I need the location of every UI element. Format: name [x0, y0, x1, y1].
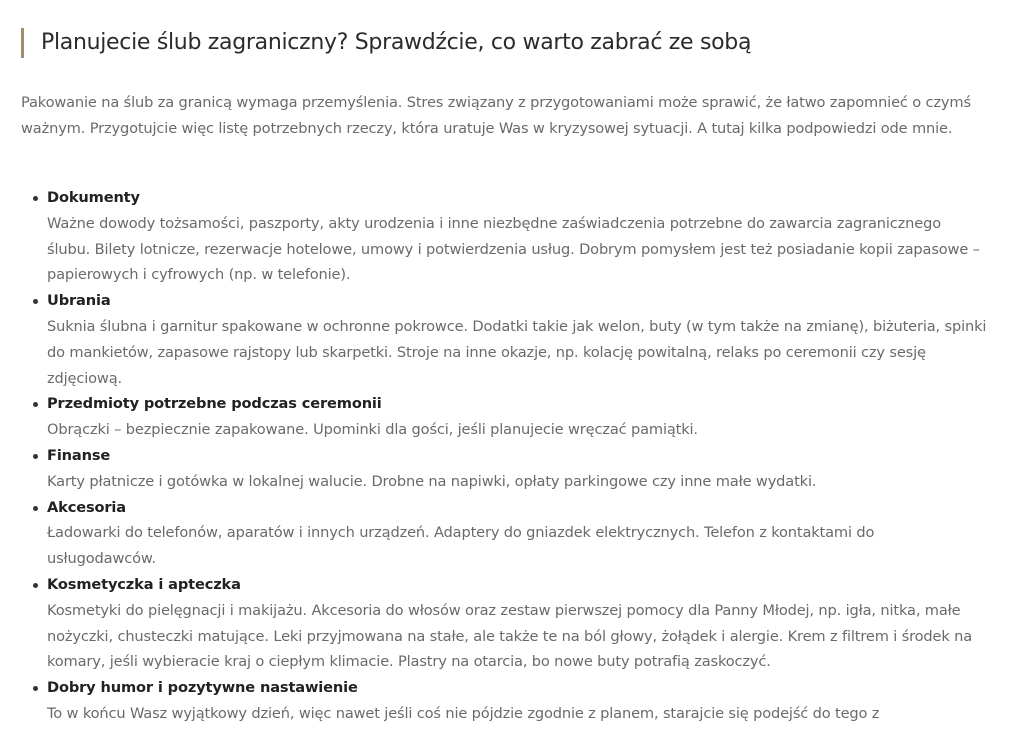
item-title: Dobry humor i pozytywne nastawienie [47, 679, 358, 697]
item-title: Akcesoria [47, 498, 126, 516]
intro-paragraph: Pakowanie na ślub za granicą wymaga przemyślenia. Stres związany z przygotowaniami może sprawić, że łatwo zapomnieć o czymś ważnym. Przygotujcie więc listę potrzebnych rzeczy, która uratuje Was w kryzysowej sytuacji. A tutaj kilka podpowiedzi ode mnie. [21, 94, 971, 137]
item-text: Kosmetyki do pielęgnacji i makijażu. Akcesoria do włosów oraz zestaw pierwszej pomocy dla Panny Młodej, np. igła, nitka, małe nożyczki, chusteczki matujące. Leki przyjmowana na stałe, ale także te na ból głowy, żołądek i alergie. Krem z filtrem i środek na komary, jeśli wybieracie kraj o ciepłym klimacie. Plastry na otarcia, bo nowe buty potrafią zaskoczyć. [47, 601, 973, 671]
item-text: Suknia ślubna i garnitur spakowane w ochronne pokrowce. Dodatki takie jak welon, buty (w tym także na zmianę), biżuteria, spinki do mankietów, zapasowe rajstopy lub skarpetki. Stroje na inne okazje, np. kolację powitalną, relaks po ceremonii czy sesję zdjęciową. [47, 317, 987, 387]
item-title: Finanse [47, 446, 111, 464]
item-text: Ważne dowody tożsamości, paszporty, akty urodzenia i inne niezbędne zaświadczenia potrzebne do zawarcia zagranicznego ślubu. Bilety lotnicze, rezerwacje hotelowe, umowy i potwierdzenia usług. Dobrym pomysłem jest też posiadanie kopii zapasowe – papierowych i cyfrowych (np. w telefonie). [47, 214, 980, 284]
list-item [47, 572, 987, 675]
list-item [47, 443, 987, 495]
item-title: Dokumenty [47, 189, 140, 206]
list-item [47, 288, 987, 391]
list-item [47, 391, 987, 443]
item-text: To w końcu Wasz wyjątkowy dzień, więc nawet jeśli coś nie pójdzie zgodnie z planem, starajcie się podejść do tego z [47, 704, 880, 722]
item-text: Ładowarki do telefonów, aparatów i innych urządzeń. Adaptery do gniazdek elektrycznych. Telefon z kontaktami do usługodawców. [47, 524, 875, 568]
list-item [47, 495, 987, 572]
list-item [47, 675, 987, 727]
list-item [47, 185, 987, 288]
item-text: Obrączki – bezpiecznie zapakowane. Upominki dla gości, jeśli planujecie wręczać pamiątki. [47, 421, 698, 439]
item-title: Przedmioty potrzebne podczas ceremonii [47, 395, 382, 413]
item-title: Ubrania [47, 292, 111, 310]
item-text: Karty płatnicze i gotówka w lokalnej walucie. Drobne na napiwki, opłaty parkingowe czy inne małe wydatki. [47, 472, 817, 490]
item-title: Kosmetyczka i apteczka [47, 575, 241, 593]
article-title: Planujecie ślub zagraniczny? Sprawdźcie, co warto zabrać ze sobą [21, 28, 751, 58]
packing-list [21, 185, 987, 727]
